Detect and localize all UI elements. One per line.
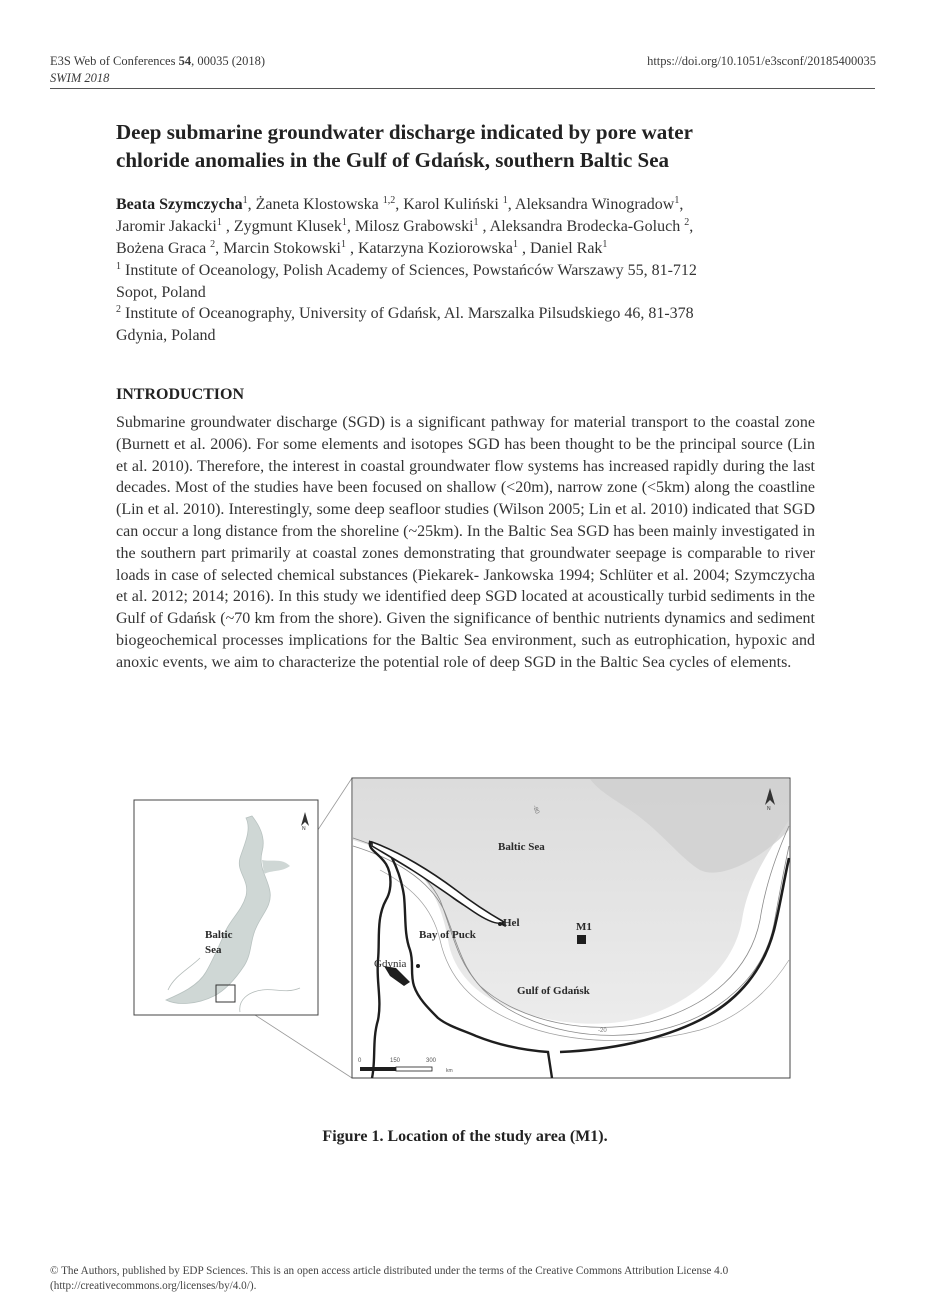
author-separator: , [679,196,684,213]
author-sup: 1 [502,195,508,206]
contour-label: -80 [531,804,540,815]
journal-volume: 54 [178,54,192,68]
authors-line-3 [116,238,836,260]
affiliation-sup: 1 [116,261,121,272]
svg-text:N: N [767,806,771,812]
affiliation-1 [116,260,836,304]
header-rule [50,88,875,89]
author-sup: 1 [242,195,248,206]
author-name: , Aleksandra Winogradow [507,196,675,213]
author-name: , Katarzyna Koziorowska [345,240,513,257]
running-header-doi[interactable]: https://doi.org/10.1051/e3sconf/20185400035 [647,54,876,68]
label-bay-of-puck: Bay of Puck [419,929,476,941]
introduction-paragraph: Submarine groundwater discharge (SGD) is a significant pathway for material transport to the coastal zone (Burnett et al. 2006). For some elements and isotopes SGD has been thought to be the principal source (Lin et al. 2010). Therefore, the interest in coastal groundwater flow systems has increased rapidly during the last decades. Most of the studies have been focused on shallow (<20m), narrow zone (<5km) along the coastline (Lin et al. 2010). Interestingly, some deep seafloor studies (Wilson 2005; Lin et al. 2010) indicated that SGD can occur a long distance from the shoreline (~25km). In the Baltic Sea SGD has been mainly investigated in the southern part primarily at coastal zones demonstrating that groundwater seepage is comparable to river loads in case of selected chemical substances (Piekarek- Jankowska 1994; Schlüter et al. 2004; Szymczycha et al. 2012; 2014; 2016). In this study we identified deep SGD located at acoustically turbid sediments in the Gulf of Gdańsk (~70 km from the shore). Given the significance of benthic nutrients dynamics and sediment biogeochemical processes implications for the Baltic Sea environment, such as eutrophication, hypoxic and anoxic events, we aim to characterize the potential role of deep SGD in the Baltic Sea cycles of elements. [116,414,815,671]
author-sup: 1,2 [382,195,396,206]
main-map [352,778,790,1078]
author-sup: 1 [602,239,608,250]
section-heading-introduction: INTRODUCTION [116,386,245,403]
affiliation-text: Institute of Oceanology, Polish Academy of Sciences, Powstańców Warszawy 55, 81-712 [121,262,697,279]
author-sup: 1 [340,239,346,250]
author-name: , Żaneta Klostowska [247,196,383,213]
contour-label: -20 [598,1028,607,1034]
label-hel: Hel [503,917,520,929]
affiliation-sup: 2 [116,304,121,315]
figure-caption: Figure 1. Location of the study area (M1). [322,1128,608,1145]
author-sup: 2 [210,239,216,250]
author-sup: 1 [473,217,479,228]
license-line-2[interactable]: (http://creativecommons.org/licenses/by/4.0/). [50,1280,257,1292]
author-name: , Milosz Grabowski [346,218,474,235]
label-baltic-sea: Baltic Sea [498,841,545,853]
author-sup: 1 [216,217,222,228]
affiliation-text: Institute of Oceanography, University of Gdańsk, Al. Marszalka Pilsudskiego 46, 81-378 [121,305,694,322]
gdynia-marker [416,964,420,968]
label-m1: M1 [576,921,592,933]
authors-line-2 [116,216,836,238]
scale-tick: 300 [426,1058,437,1064]
author-separator: , [689,218,694,235]
license-line-1: © The Authors, published by EDP Sciences. This is an open access article distributed under the terms of the Creative Commons Attribution License 4.0 [50,1265,729,1277]
journal-article: , 00035 (2018) [191,54,266,68]
journal-prefix: E3S Web of Conferences [50,54,179,68]
affiliation-text-cont: Sopot, Poland [116,284,206,301]
author-name: Beata Szymczycha [116,196,243,213]
label-gdynia: Gdynia [374,958,407,970]
author-sup: 1 [513,239,518,250]
author-name: , Marcin Stokowski [215,240,341,257]
author-name: , Karol Kuliński [395,196,503,213]
running-header-journal [50,54,265,69]
inset-label-baltic: Baltic [205,929,233,941]
hel-marker [498,922,502,926]
author-sup: 1 [341,217,347,228]
license-footer [50,1264,880,1294]
author-sup: 2 [684,217,690,228]
author-name: , Daniel Rak [518,240,603,257]
running-header-conference [50,71,109,86]
author-name: , Zygmunt Klusek [221,218,342,235]
scale-tick: 150 [390,1058,401,1064]
authors-line-1 [116,194,836,216]
station-m1-marker [577,935,586,944]
paper-title [116,118,836,174]
label-gulf-of-gdansk: Gulf of Gdańsk [517,985,590,997]
title-line-2: chloride anomalies in the Gulf of Gdańsk, southern Baltic Sea [116,148,670,172]
inset-map [134,800,318,1015]
figure-1-map [0,760,930,1090]
scale-unit: km [446,1068,453,1074]
inset-label-sea: Sea [205,944,222,956]
scale-tick: 0 [358,1058,362,1064]
author-name: Bożena Graca [116,240,211,257]
affiliation-text-cont: Gdynia, Poland [116,327,216,344]
author-sup: 1 [674,195,680,206]
author-name: , Aleksandra Brodecka-Goluch [478,218,685,235]
svg-text:N: N [302,826,306,832]
affiliation-2 [116,303,836,347]
conference-name: SWIM 2018 [50,71,110,85]
title-line-1: Deep submarine groundwater discharge indicated by pore water [116,120,693,144]
author-name: Jaromir Jakacki [116,218,217,235]
